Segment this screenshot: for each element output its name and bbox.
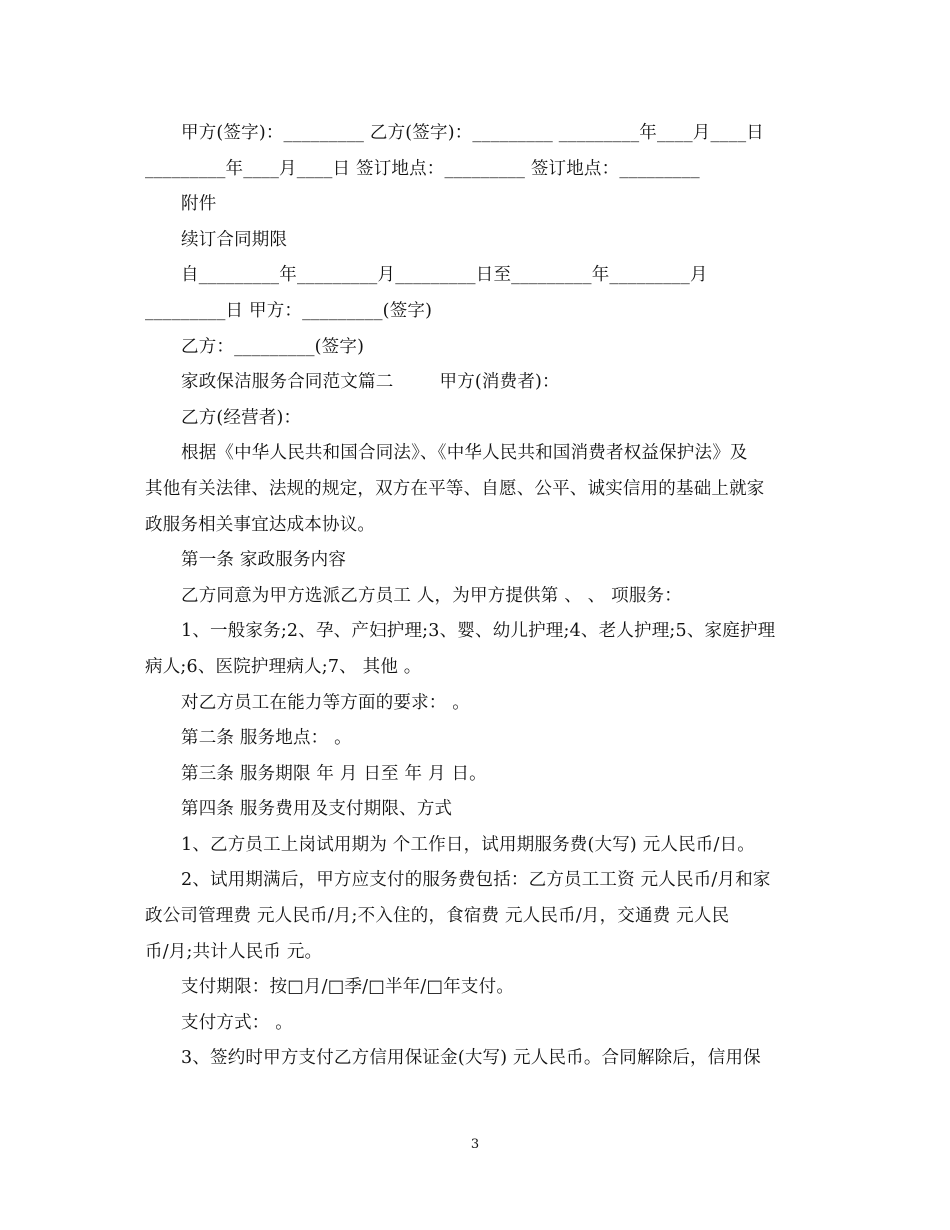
text-line: 家政保洁服务合同范文篇二 甲方(消费者)： bbox=[181, 372, 560, 393]
text-line: 根据《中华人民共和国合同法》、《中华人民共和国消费者权益保护法》及 bbox=[181, 443, 748, 464]
text-line: 支付期限：按□月/□季/□半年/□年支付。 bbox=[181, 977, 515, 998]
text-line: 3、签约时甲方支付乙方信用保证金(大写) 元人民币。合同解除后，信用保 bbox=[181, 1048, 761, 1069]
document-body bbox=[145, 116, 825, 1077]
text-line: 币/月;共计人民币 元。 bbox=[145, 941, 323, 962]
text-line: 乙方：_________(签字) bbox=[181, 336, 365, 357]
text-line: 2、试用期满后，甲方应支付的服务费包括：乙方员工工资 元人民币/月和家 bbox=[181, 870, 771, 891]
text-line: _________日 甲方：_________(签字) bbox=[145, 300, 433, 321]
text-line: 续订合同期限 bbox=[181, 229, 288, 250]
text-line: 1、乙方员工上岗试用期为 个工作日，试用期服务费(大写) 元人民币/日。 bbox=[181, 834, 756, 855]
text-line: 其他有关法律、法规的规定，双方在平等、自愿、公平、诚实信用的基础上就家 bbox=[145, 478, 765, 499]
text-line: 第四条 服务费用及支付期限、方式 bbox=[181, 799, 453, 820]
text-line: 自_________年_________月_________日至_________年_________月 bbox=[181, 265, 708, 286]
text-line: 支付方式： 。 bbox=[181, 1012, 293, 1033]
text-line: 乙方同意为甲方选派乙方员工 人，为甲方提供第 、 、 项服务： bbox=[181, 585, 682, 606]
text-line: 乙方(经营者)： bbox=[181, 407, 302, 428]
text-line: 第二条 服务地点： 。 bbox=[181, 728, 352, 749]
text-line: 第一条 家政服务内容 bbox=[181, 550, 347, 571]
text-line: 对乙方员工在能力等方面的要求： 。 bbox=[181, 692, 470, 713]
text-line: _________年____月____日 签订地点：_________ 签订地点：_________ bbox=[145, 158, 700, 179]
text-line: 1、一般家务;2、孕、产妇护理;3、婴、幼儿护理;4、老人护理;5、家庭护理 bbox=[181, 621, 776, 642]
text-line: 第三条 服务期限 年 月 日至 年 月 日。 bbox=[181, 763, 487, 784]
text-line: 附件 bbox=[181, 194, 217, 215]
text-line: 病人;6、医院护理病人;7、 其他 。 bbox=[145, 656, 422, 677]
text-line: 政公司管理费 元人民币/月;不入住的，食宿费 元人民币/月，交通费 元人民 bbox=[145, 906, 730, 927]
text-line: 甲方(签字)：_________ 乙方(签字)：_________ _________年____月____日 bbox=[181, 123, 764, 143]
page-number: 3 bbox=[470, 1137, 480, 1152]
text-line: 政服务相关事宜达成本协议。 bbox=[145, 514, 376, 535]
